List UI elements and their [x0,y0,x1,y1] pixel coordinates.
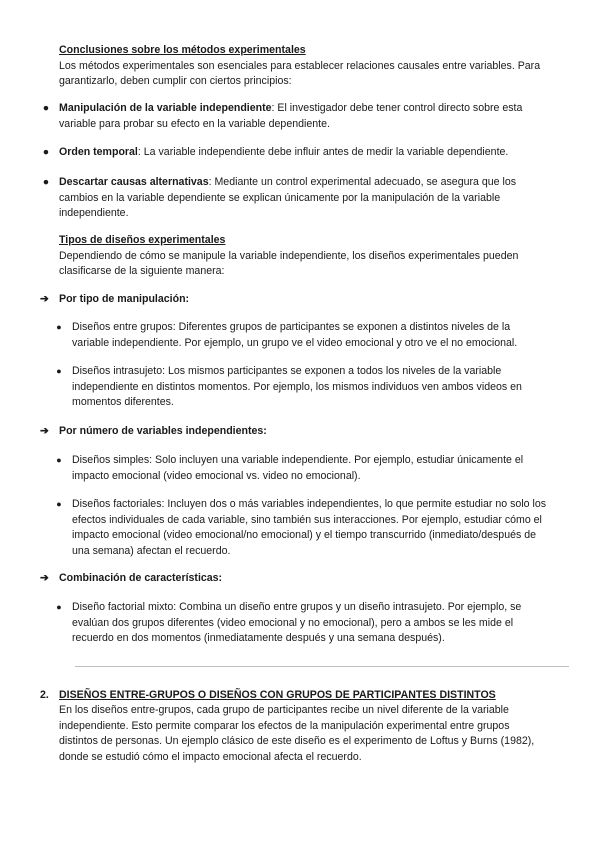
bullet-dot-icon: ● [42,102,50,114]
bullet-dot-icon: ● [56,455,62,465]
categoria-label: Combinación de características: [59,572,223,584]
arrow-right-icon: ➔ [40,572,49,584]
categoria-label: Por número de variables independientes: [59,425,267,437]
principio-text [59,175,550,222]
arrow-right-icon: ➔ [40,425,49,437]
list-item-text: Diseño factorial mixto: Combina un diseño entre grupos y un diseño intrasujeto. Por ejemplo, se evalúan dos grupos diferentes (video emocional y no emocional), pero a ambos se les mide el recuerdo en dos momentos (inmediatamente después y una semana después). [72,601,522,644]
principio-desc: : La variable independiente debe influir antes de medir la variable dependiente. [137,146,509,158]
principio-desc: : El investigador debe tener control directo sobre esta variable para probar su efecto en la variable dependiente. [59,102,523,130]
tipos-section [59,233,549,280]
tipos-intro: Dependiendo de cómo se manipule la variable independiente, los diseños experimentales pueden clasificarse de la siguiente manera: [59,249,519,277]
arrow-right-icon: ➔ [40,293,49,305]
principio-bold: Orden temporal [59,146,138,158]
principio-bold: Descartar causas alternativas [59,176,209,188]
seccion2-body: En los diseños entre-grupos, cada grupo de participantes recibe un nivel diferente de la variable independiente. Esto permite comparar los efectos de la manipulación experimental entre grupos distintos de personas. Un ejemplo clásico de este diseño es el experimento de Loftus y Burns (1982), donde se estudió cómo el impacto emocional afecta el recuerdo. [59,704,535,763]
section-divider [75,666,569,667]
list-item-text: Diseños factoriales: Incluyen dos o más variables independientes, lo que permite estudiar no solo los efectos individuales de cada variable, sino también sus interacciones. Por ejemplo, estudiar cómo el impacto emocional (video emocional/no emocional) y el tiempo transcurrido (inmediato/después de una semana) afectan el recuerdo. [72,498,547,557]
principio-text [59,101,550,132]
list-item-text: Diseños simples: Solo incluyen una variable independiente. Por ejemplo, estudiar únicamente el impacto emocional (video emocional vs. video no emocional). [72,454,524,482]
tipos-heading: Tipos de diseños experimentales [59,234,226,246]
bullet-dot-icon: ● [56,366,62,376]
bullet-dot-icon: ● [42,176,50,188]
principio-text [59,145,550,161]
list-item-text: Diseños entre grupos: Diferentes grupos de participantes se exponen a distintos niveles de la variable independiente. Por ejemplo, un grupo ve el video emocional y otro ve el no emocional. [72,321,518,349]
principio-desc: : Mediante un control experimental adecuado, se asegura que los cambios en la variable dependiente se explican únicamente por la manipulación de la variable independiente. [59,176,517,219]
bullet-dot-icon: ● [56,602,62,612]
bullet-dot-icon: ● [56,499,62,509]
principio-bold: Manipulación de la variable independiente [59,102,272,114]
seccion2-heading: DISEÑOS ENTRE-GRUPOS O DISEÑOS CON GRUPOS DE PARTICIPANTES DISTINTOS [59,689,496,701]
conclusiones-section [59,43,549,90]
categoria-label: Por tipo de manipulación: [59,293,190,305]
conclusiones-intro: Los métodos experimentales son esenciales para establecer relaciones causales entre variables. Para garantizarlo, deben cumplir con ciertos principios: [59,59,541,87]
seccion2-number: 2. [40,689,49,701]
conclusiones-heading: Conclusiones sobre los métodos experimentales [59,44,306,56]
bullet-dot-icon: ● [56,322,62,332]
list-item-text: Diseños intrasujeto: Los mismos participantes se exponen a todos los niveles de la variable independiente en distintos momentos. Por ejemplo, los mismos individuos ven ambos videos en momentos diferentes. [72,365,522,408]
bullet-dot-icon: ● [42,146,50,158]
